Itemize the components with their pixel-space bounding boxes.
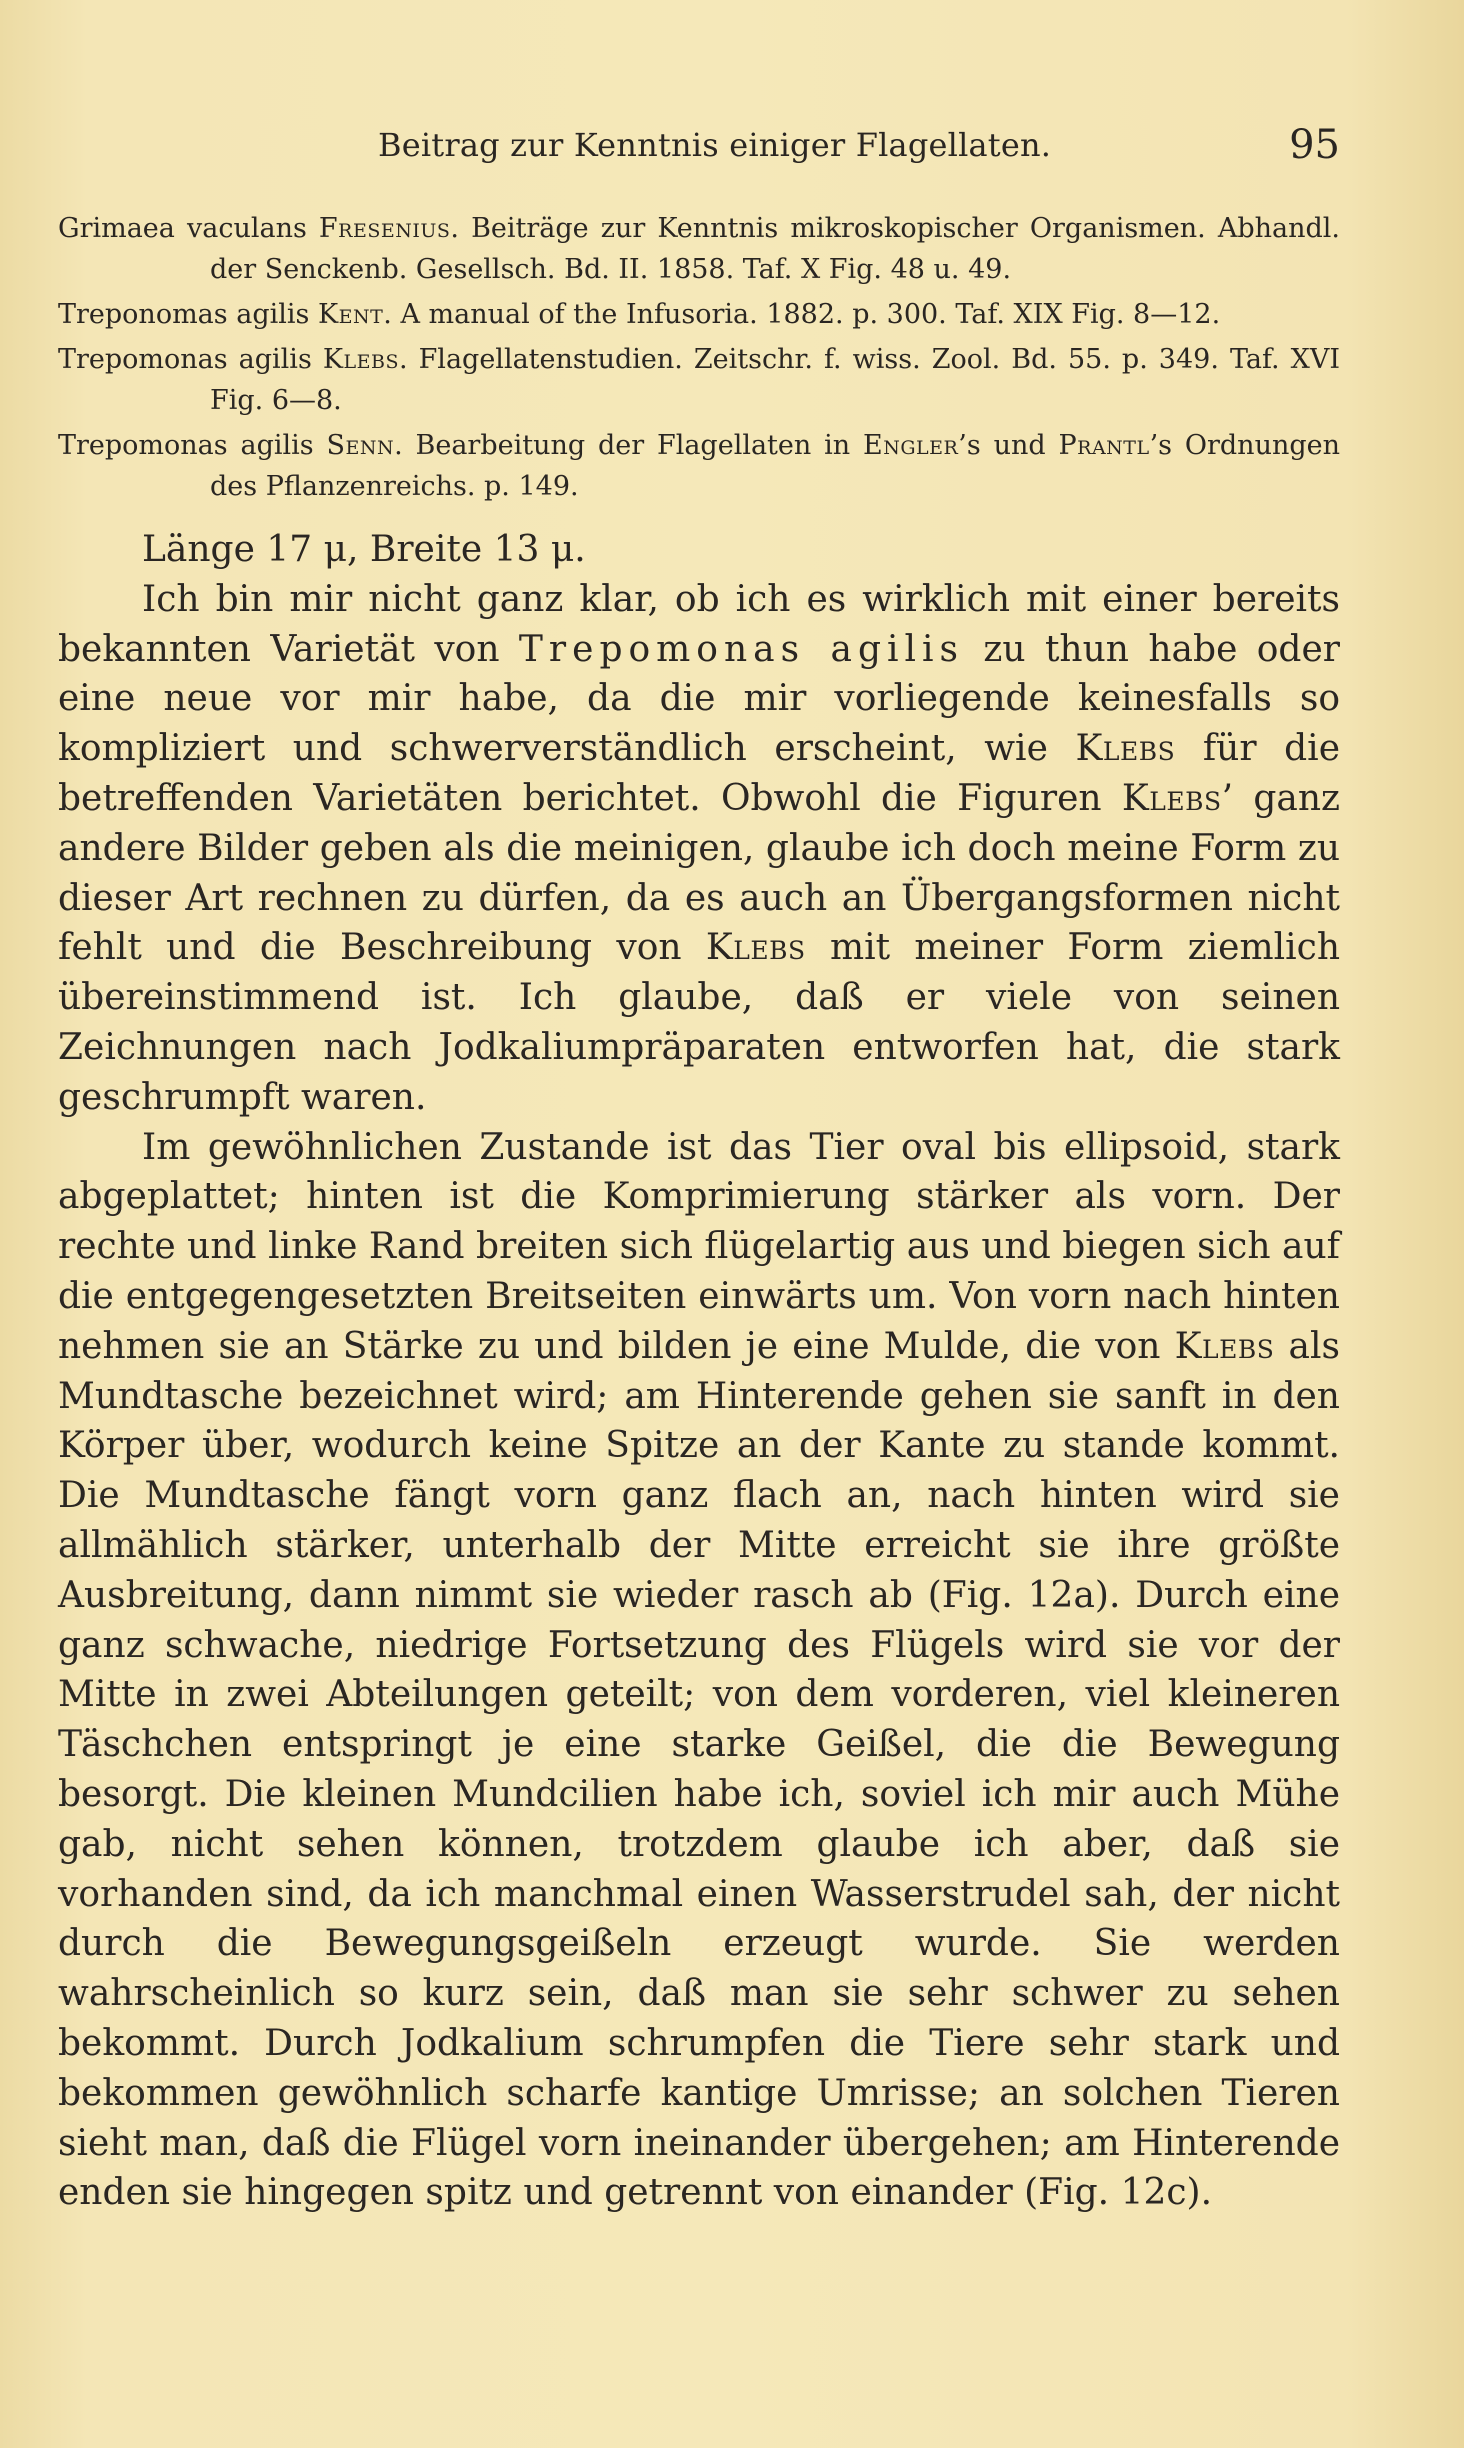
reference-entry: Treponomas agilis Kent. A manual of the Infusoria. 1882. p. 300. Taf. XIX Fig. 8—12.: [58, 299, 1221, 330]
paragraph: Ich bin mir nicht ganz klar, ob ich es wirklich mit einer bereits bekannten Varietät von Trepomonas agilis zu thun habe oder eine neue vor mir habe, da die mir vorliegende keinesfalls so kompliziert und schwerverständlich erscheint, wie Klebs für die betreffenden Varietäten berichtet. Obwohl die Figuren Klebs’ ganz andere Bilder geben als die meinigen, glaube ich doch meine Form zu dieser Art rechnen zu dürfen, da es auch an Übergangsformen nicht fehlt und die Beschreibung von Klebs mit meiner Form ziemlich übereinstimmend ist. Ich glaube, daß er viele von seinen Zeichnungen nach Jodkaliumpräparaten entworfen hat, die stark geschrumpft waren.: [58, 578, 1340, 1118]
page-content: [58, 118, 1340, 2218]
author-name: Engler: [862, 430, 959, 461]
species-name: Trepomonas agilis: [518, 628, 965, 670]
running-title: Beitrag zur Kenntnis einiger Flagellaten.: [378, 126, 1052, 164]
running-header: [58, 118, 1340, 188]
body-text: [58, 525, 1340, 2218]
author-name: Klebs: [322, 344, 399, 375]
author-name: Kent: [317, 299, 384, 330]
author-name: Klebs: [1075, 728, 1176, 770]
reference-entry: Trepomonas agilis Senn. Bearbeitung der Flagellaten in Engler’s und Prantl’s Ordnungen des Pflanzenreichs. p. 149.: [58, 430, 1340, 502]
author-name: Klebs: [705, 927, 806, 969]
paragraph: Im gewöhnlichen Zustande ist das Tier oval bis ellipsoid, stark abgeplattet; hinten ist die Komprimierung stärker als vorn. Der rechte und linke Rand breiten sich flügelartig aus und biegen sich auf die entgegengesetzten Breitseiten einwärts um. Von vorn nach hinten nehmen sie an Stärke zu und bilden je eine Mulde, die von Klebs als Mundtasche bezeichnet wird; am Hinterende gehen sie sanft in den Körper über, wodurch keine Spitze an der Kante zu stande kommt. Die Mundtasche fängt vorn ganz flach an, nach hinten wird sie allmählich stärker, unterhalb der Mitte erreicht sie ihre größte Ausbreitung, dann nimmt sie wieder rasch ab (Fig. 12a). Durch eine ganz schwache, niedrige Fortsetzung des Flügels wird sie vor der Mitte in zwei Abteilungen geteilt; von dem vorderen, viel kleineren Täschchen entspringt je eine starke Geißel, die die Bewegung besorgt. Die kleinen Mundcilien habe ich, soviel ich mir auch Mühe gab, nicht sehen können, trotzdem glaube ich aber, daß sie vorhanden sind, da ich manchmal einen Wasserstrudel sah, der nicht durch die Bewegungsgeißeln erzeugt wurde. Sie werden wahrscheinlich so kurz sein, daß man sie sehr schwer zu sehen bekommt. Durch Jodkalium schrumpfen die Tiere sehr stark und bekommen gewöhnlich scharfe kantige Umrisse; an solchen Tieren sieht man, daß die Flügel vorn ineinander übergehen; am Hinterende enden sie hingegen spitz und getrennt von einander (Fig. 12c).: [58, 1126, 1340, 2214]
author-name: Senn: [326, 430, 395, 461]
author-name: Prantl: [1058, 430, 1150, 461]
author-name: Fresenius: [318, 213, 451, 244]
author-name: Klebs: [1121, 777, 1222, 819]
page-number: 95: [1289, 122, 1340, 168]
reference-entry: Trepomonas agilis Klebs. Flagellatenstudien. Zeitschr. f. wiss. Zool. Bd. 55. p. 349. Taf. XVI Fig. 6—8.: [58, 344, 1340, 416]
reference-entry: Grimaea vaculans Fresenius. Beiträge zur Kenntnis mikroskopischer Organismen. Abhandl. der Senckenb. Gesellsch. Bd. II. 1858. Taf. X Fig. 48 u. 49.: [58, 213, 1340, 285]
synonymy-references: [58, 208, 1340, 507]
author-name: Klebs: [1174, 1325, 1275, 1367]
measurements-line: Länge 17 μ, Breite 13 μ.: [142, 529, 586, 570]
